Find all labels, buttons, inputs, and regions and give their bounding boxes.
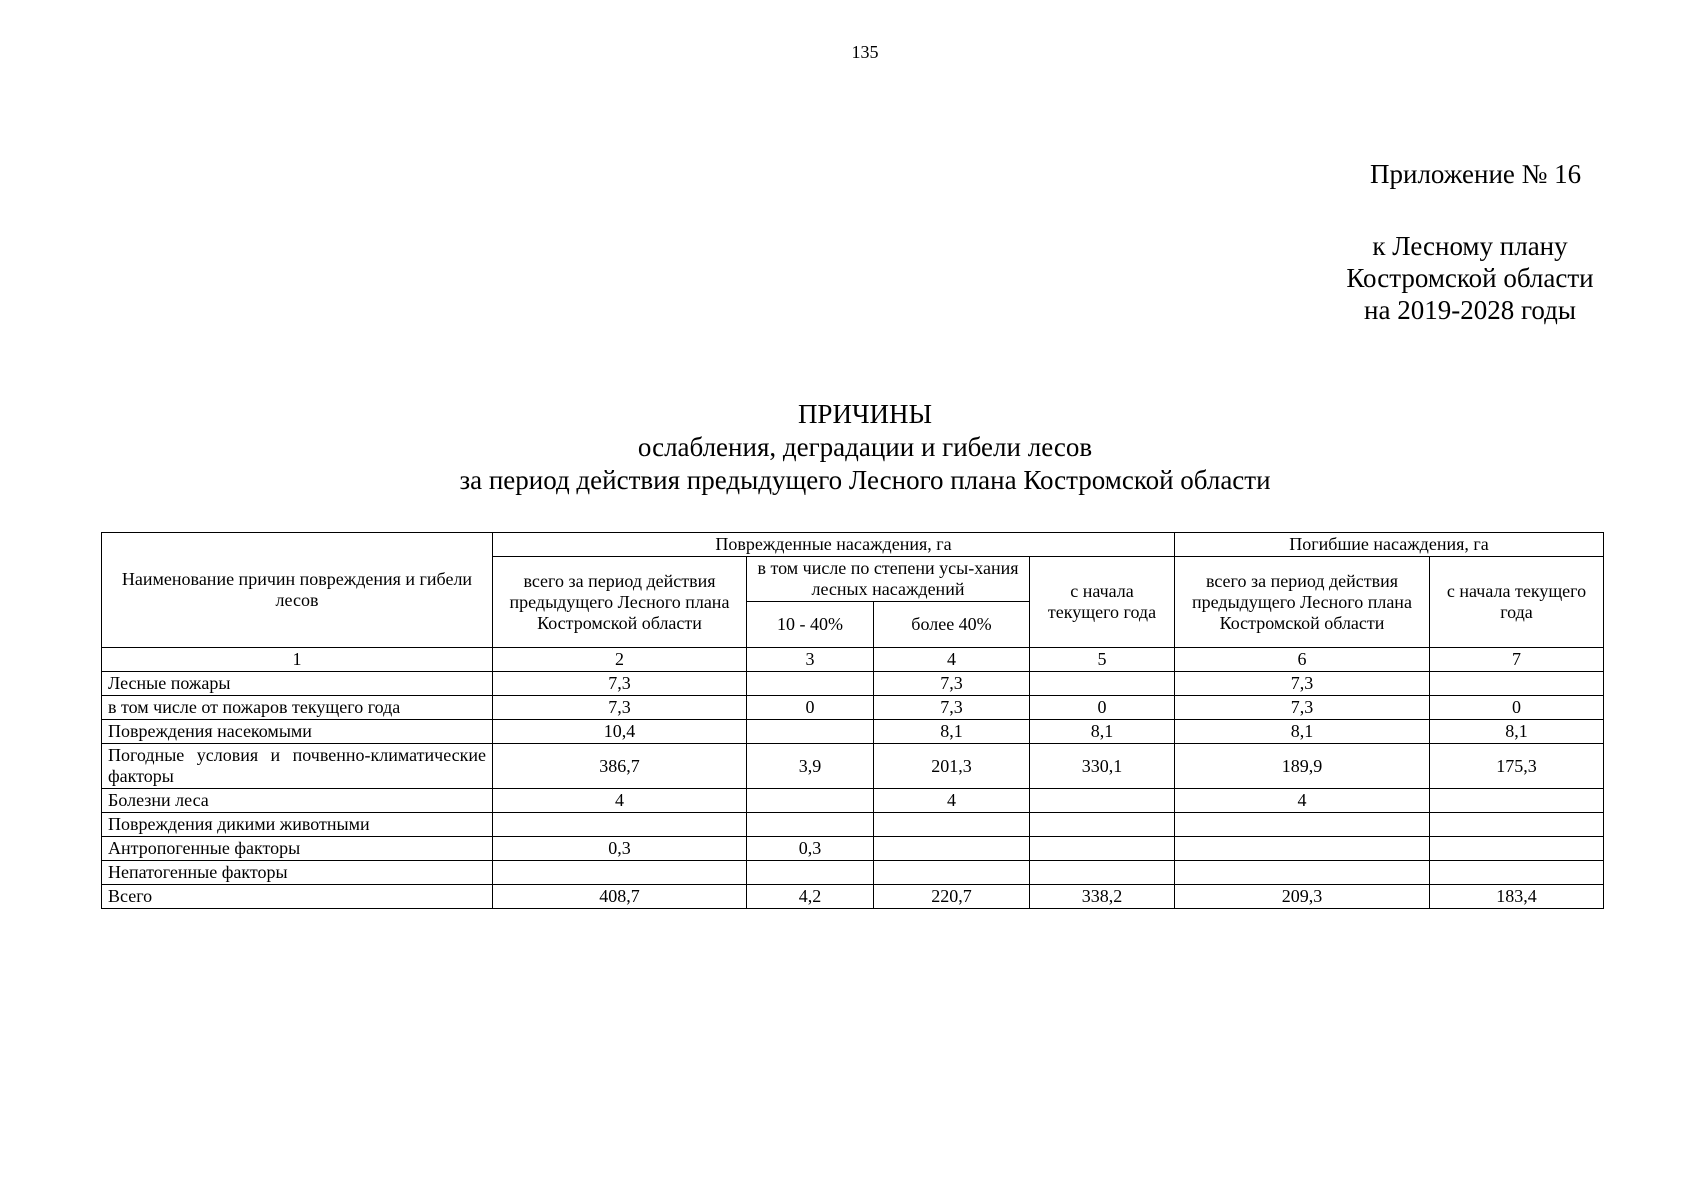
table-row <box>102 813 1604 837</box>
cell-value: 220,7 <box>874 885 1030 909</box>
table-row <box>102 837 1604 861</box>
header-name: Наименование причин повреждения и гибели лесов <box>102 533 493 648</box>
cell-value: 8,1 <box>1175 720 1430 744</box>
cell-value: 0 <box>747 696 874 720</box>
appendix-subtitle <box>1280 230 1660 326</box>
cell-value: 0 <box>1430 696 1604 720</box>
table-row <box>102 885 1604 909</box>
row-label: Повреждения дикими животными <box>102 813 493 837</box>
row-label: Погодные условия и почвенно-климатические факторы <box>102 744 493 789</box>
cell-value: 7,3 <box>1175 672 1430 696</box>
header-dead-total: всего за период действия предыдущего Лесного плана Костромской области <box>1175 557 1430 648</box>
appendix-line: на 2019-2028 годы <box>1364 295 1576 325</box>
cell-value <box>1430 672 1604 696</box>
cell-value <box>493 813 747 837</box>
appendix-line: к Лесному плану <box>1372 231 1568 261</box>
cell-value <box>1030 837 1175 861</box>
appendix-line: Костромской области <box>1346 263 1594 293</box>
cell-value <box>1430 813 1604 837</box>
column-number: 3 <box>747 648 874 672</box>
row-label: Всего <box>102 885 493 909</box>
cell-value: 330,1 <box>1030 744 1175 789</box>
column-number: 2 <box>493 648 747 672</box>
column-number: 5 <box>1030 648 1175 672</box>
cell-value: 4 <box>493 789 747 813</box>
column-number: 7 <box>1430 648 1604 672</box>
cell-value: 4 <box>874 789 1030 813</box>
table-row <box>102 789 1604 813</box>
row-label: в том числе от пожаров текущего года <box>102 696 493 720</box>
page-number: 135 <box>851 42 879 62</box>
cell-value: 338,2 <box>1030 885 1175 909</box>
cell-value: 0,3 <box>747 837 874 861</box>
cell-value <box>747 813 874 837</box>
header-degree-2: более 40% <box>874 602 1030 648</box>
cell-value: 8,1 <box>1030 720 1175 744</box>
table-row <box>102 720 1604 744</box>
row-label: Антропогенные факторы <box>102 837 493 861</box>
cell-value <box>1175 837 1430 861</box>
title-line: ослабления, деградации и гибели лесов <box>637 432 1093 462</box>
cell-value: 408,7 <box>493 885 747 909</box>
header-damaged-by-degree: в том числе по степени усы-хания лесных насаждений <box>747 557 1030 602</box>
table-row <box>102 696 1604 720</box>
causes-table <box>101 532 1604 909</box>
cell-value: 189,9 <box>1175 744 1430 789</box>
header-dead-current: с начала текущего года <box>1430 557 1604 648</box>
table-row <box>102 744 1604 789</box>
cell-value: 175,3 <box>1430 744 1604 789</box>
cell-value <box>1175 813 1430 837</box>
header-row <box>102 533 1604 557</box>
cell-value <box>747 672 874 696</box>
cell-value <box>1430 837 1604 861</box>
cell-value: 7,3 <box>493 696 747 720</box>
row-label: Болезни леса <box>102 789 493 813</box>
appendix-title: Приложение № 16 <box>1370 159 1582 189</box>
document-title <box>0 398 1697 497</box>
header-damaged: Поврежденные насаждения, га <box>493 533 1175 557</box>
cell-value: 7,3 <box>493 672 747 696</box>
cell-value <box>1430 861 1604 885</box>
cell-value: 10,4 <box>493 720 747 744</box>
cell-value: 183,4 <box>1430 885 1604 909</box>
cell-value: 201,3 <box>874 744 1030 789</box>
header-damaged-total: всего за период действия предыдущего Лесного плана Костромской области <box>493 557 747 648</box>
row-label: Непатогенные факторы <box>102 861 493 885</box>
cell-value <box>1030 789 1175 813</box>
title-line: за период действия предыдущего Лесного плана Костромской области <box>459 465 1271 495</box>
cell-value <box>874 813 1030 837</box>
cell-value: 3,9 <box>747 744 874 789</box>
cell-value <box>747 861 874 885</box>
cell-value <box>1030 813 1175 837</box>
cell-value: 0 <box>1030 696 1175 720</box>
row-label: Повреждения насекомыми <box>102 720 493 744</box>
title-line: ПРИЧИНЫ <box>797 399 933 429</box>
cell-value <box>1430 789 1604 813</box>
cell-value: 8,1 <box>1430 720 1604 744</box>
cell-value: 386,7 <box>493 744 747 789</box>
table-row <box>102 861 1604 885</box>
cell-value <box>874 837 1030 861</box>
column-number: 1 <box>102 648 493 672</box>
cell-value <box>874 861 1030 885</box>
cell-value: 209,3 <box>1175 885 1430 909</box>
cell-value <box>1030 861 1175 885</box>
cell-value <box>747 789 874 813</box>
column-numbers-row <box>102 648 1604 672</box>
column-number: 6 <box>1175 648 1430 672</box>
cell-value: 7,3 <box>874 696 1030 720</box>
cell-value: 8,1 <box>874 720 1030 744</box>
cell-value: 7,3 <box>1175 696 1430 720</box>
cell-value <box>747 720 874 744</box>
cell-value <box>493 861 747 885</box>
cell-value: 7,3 <box>874 672 1030 696</box>
cell-value: 0,3 <box>493 837 747 861</box>
table-row <box>102 672 1604 696</box>
cell-value: 4,2 <box>747 885 874 909</box>
row-label: Лесные пожары <box>102 672 493 696</box>
header-dead: Погибшие насаждения, га <box>1175 533 1604 557</box>
header-degree-1: 10 - 40% <box>747 602 874 648</box>
header-damaged-current: с начала текущего года <box>1030 557 1175 648</box>
column-number: 4 <box>874 648 1030 672</box>
cell-value <box>1175 861 1430 885</box>
cell-value <box>1030 672 1175 696</box>
cell-value: 4 <box>1175 789 1430 813</box>
